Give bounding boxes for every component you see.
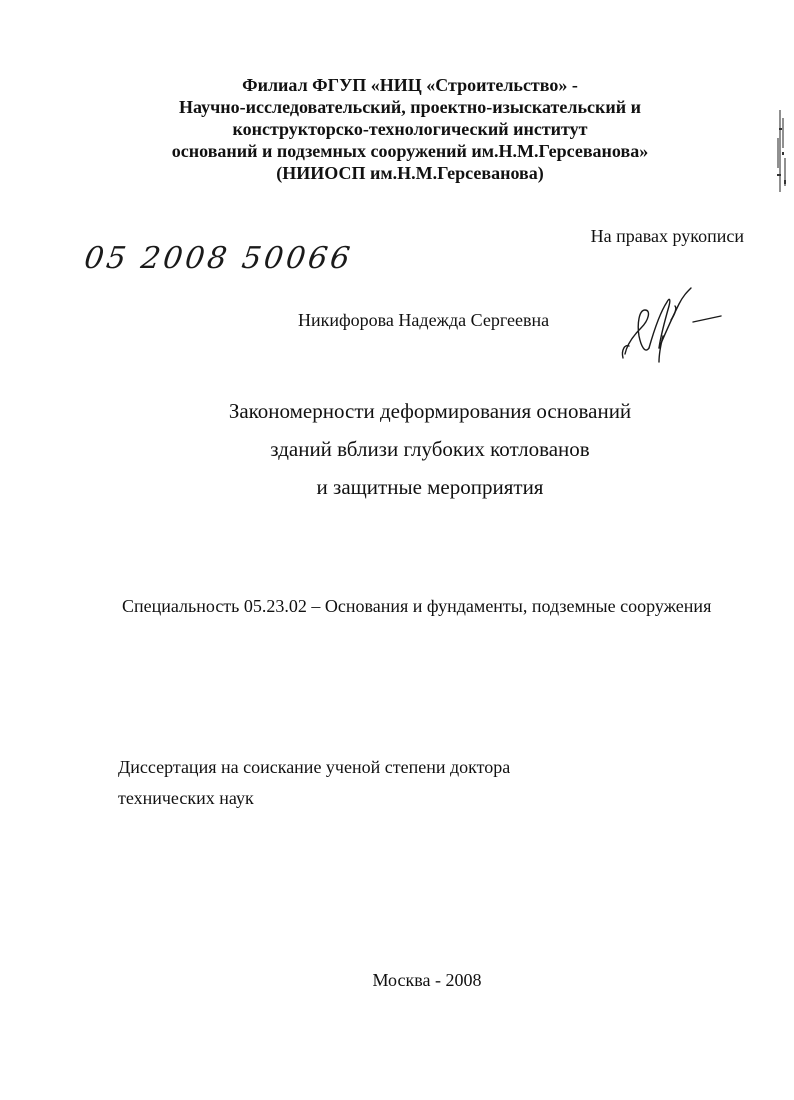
scan-edge-mark (774, 108, 790, 194)
title-line: Закономерности деформирования оснований (228, 399, 632, 423)
author-name: Никифорова Надежда Сергеевна (298, 310, 550, 330)
institution-line: Филиал ФГУП «НИЦ «Строительство» - (242, 75, 578, 95)
institution-line: Научно-исследовательский, проектно-изыскательский и (179, 97, 641, 117)
handwritten-registration-number (82, 234, 355, 278)
institution-line: оснований и подземных сооружений им.Н.М.Герсеванова» (171, 141, 649, 161)
svg-text:05 2008 50066: 05 2008 50066 (82, 241, 355, 276)
dissertation-degree (118, 752, 510, 814)
institution-line: конструкторско-технологический институт (232, 119, 588, 139)
author-signature (615, 284, 725, 366)
degree-line: технических наук (118, 788, 254, 808)
specialty: Специальность 05.23.02 – Основания и фундаменты, подземные сооружения (122, 596, 712, 616)
degree-line: Диссертация на соискание ученой степени доктора (118, 757, 511, 777)
institution-line: (НИИОСП им.Н.М.Герсеванова) (276, 163, 544, 183)
institution-header (100, 74, 720, 184)
title-line: и защитные мероприятия (316, 475, 544, 499)
city-year: Москва - 2008 (372, 970, 482, 990)
dissertation-title (130, 392, 730, 506)
title-line: зданий вблизи глубоких котлованов (270, 437, 590, 461)
manuscript-note: На правах рукописи (590, 226, 744, 246)
